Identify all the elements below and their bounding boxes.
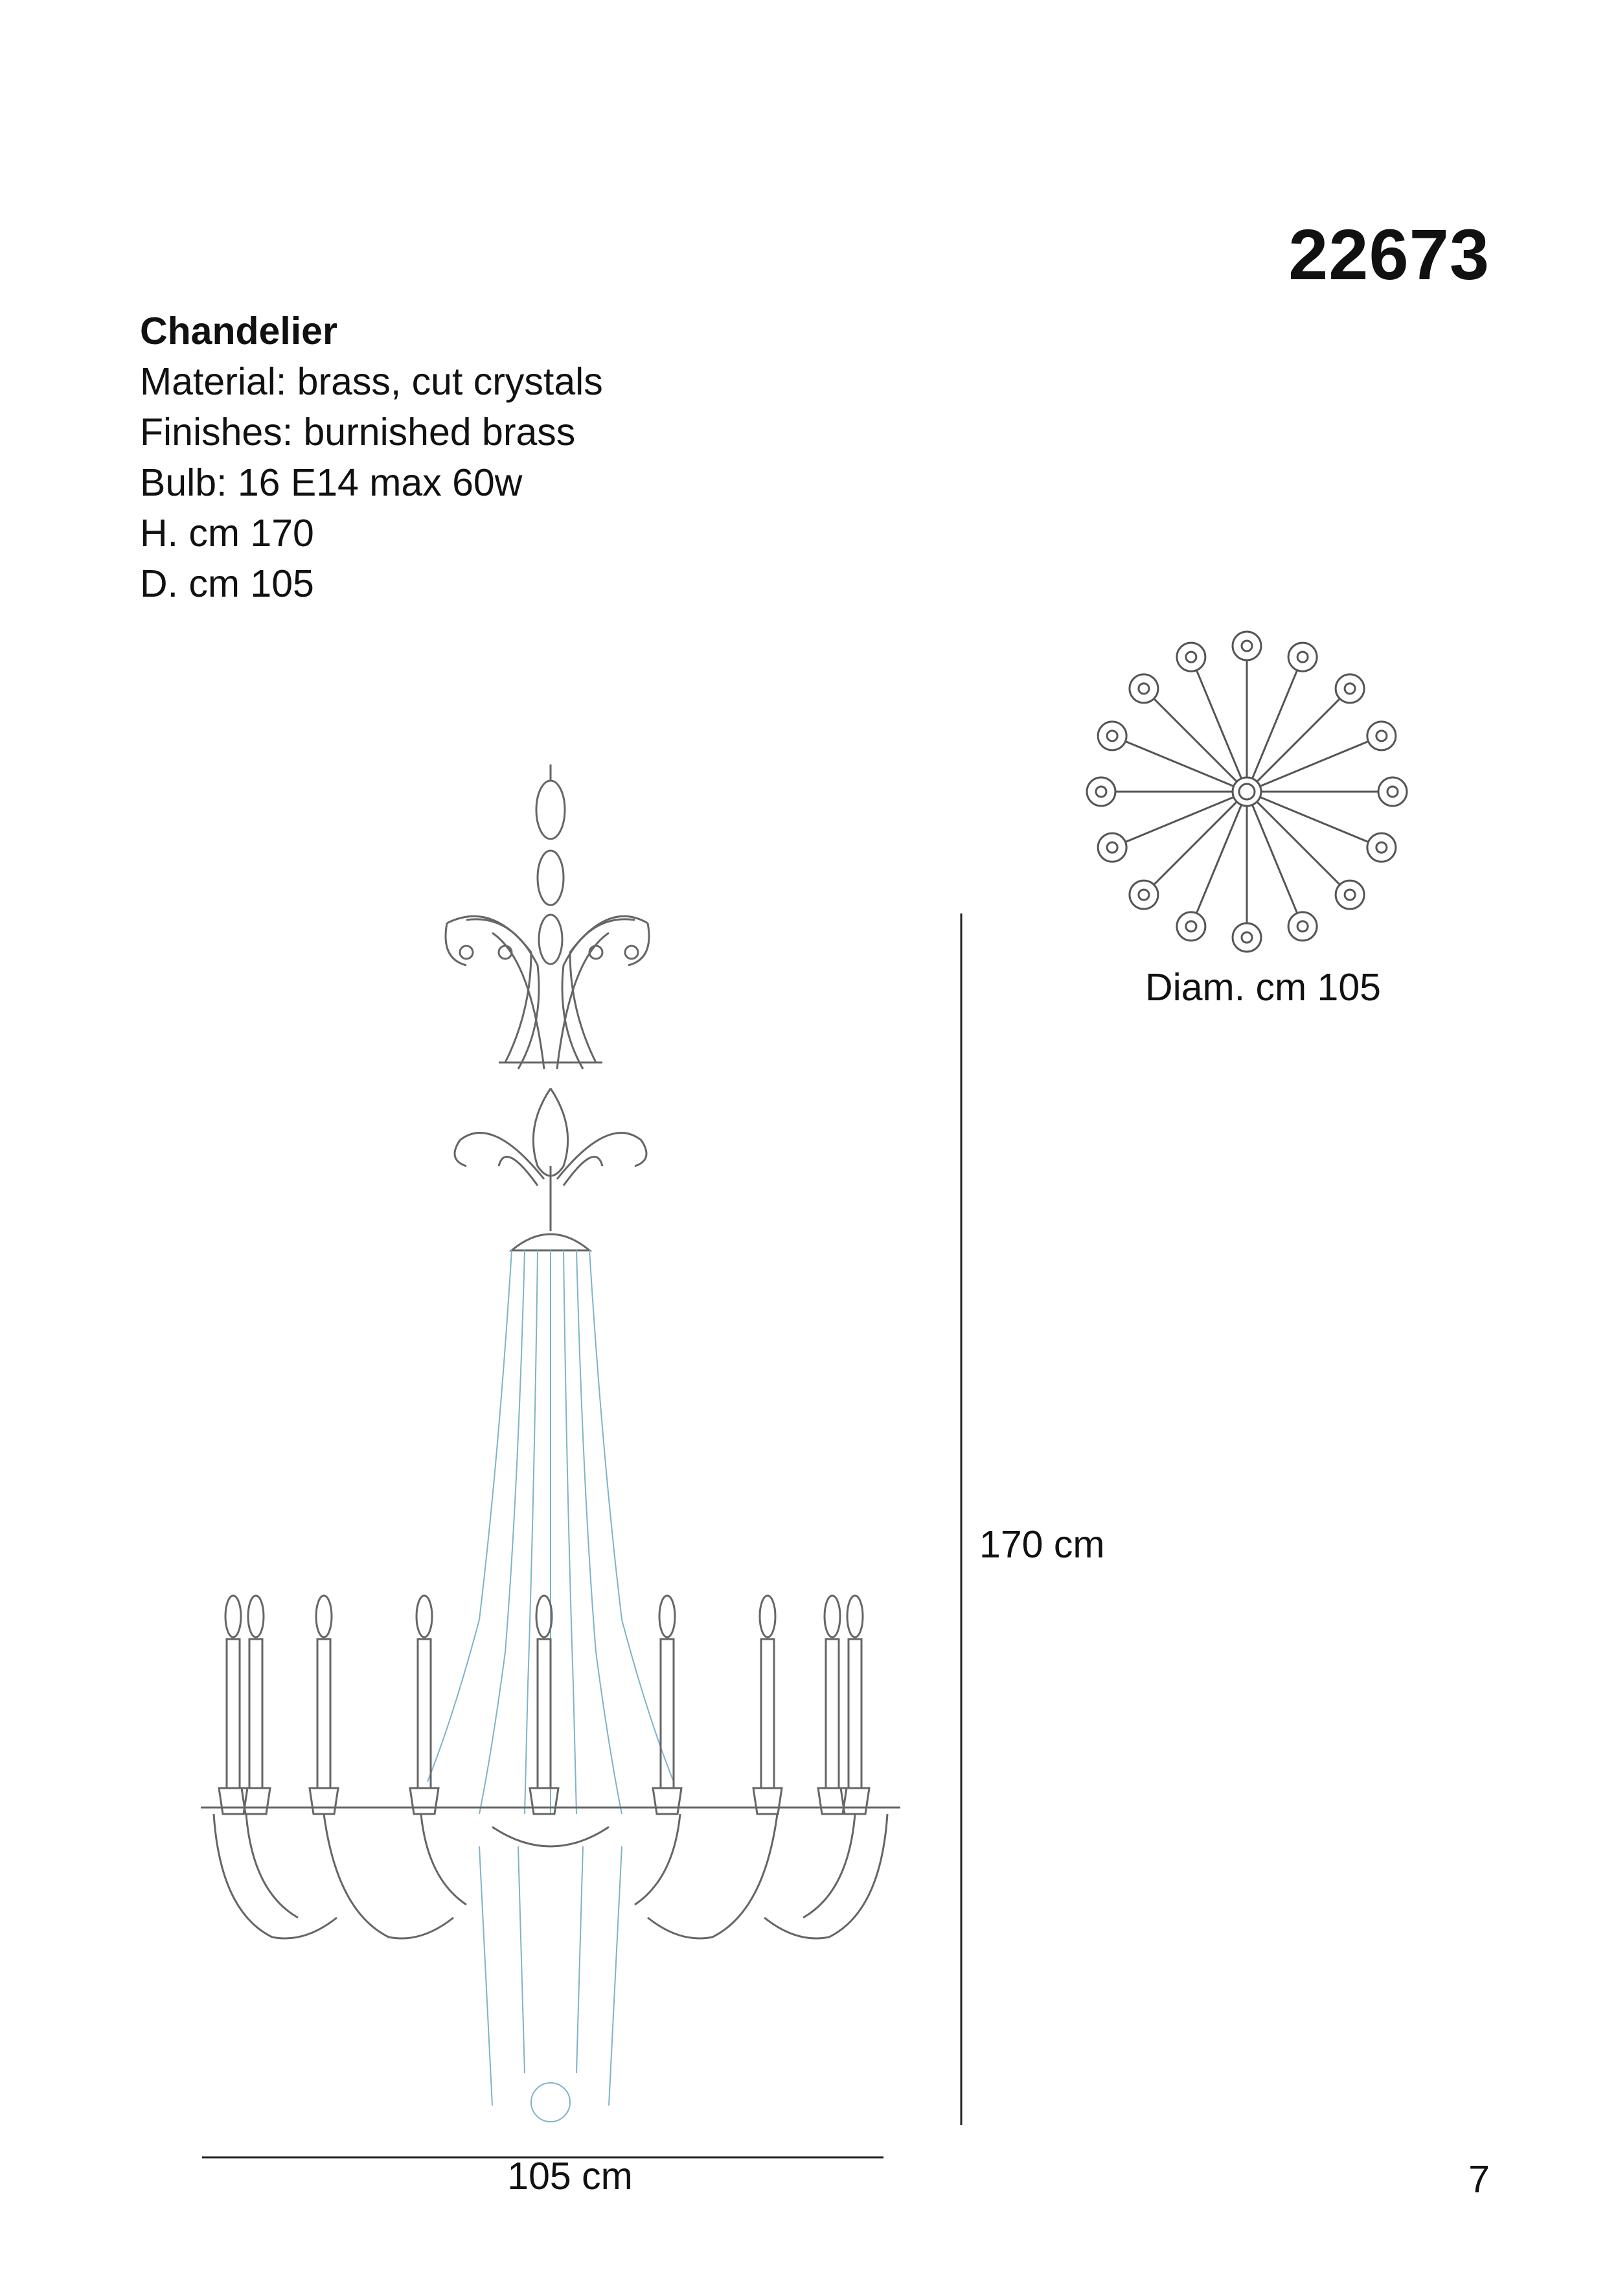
spec-height: H. cm 170 xyxy=(140,512,314,555)
spec-material: Material: brass, cut crystals xyxy=(140,360,603,403)
spec-diameter: D. cm 105 xyxy=(140,562,314,605)
product-code: 22673 xyxy=(1288,215,1490,295)
top-view-drawing xyxy=(1087,632,1407,952)
front-view-drawing xyxy=(201,764,900,2122)
product-specs xyxy=(140,306,603,609)
width-dimension-label: 105 cm xyxy=(507,2155,633,2198)
height-dimension-label: 170 cm xyxy=(979,1523,1105,1566)
product-title: Chandelier xyxy=(140,310,337,352)
spec-finishes: Finishes: burnished brass xyxy=(140,411,576,453)
spec-bulb: Bulb: 16 E14 max 60w xyxy=(140,461,523,504)
page-number: 7 xyxy=(1468,2158,1490,2201)
top-view-diameter-label: Diam. cm 105 xyxy=(1145,966,1381,1009)
